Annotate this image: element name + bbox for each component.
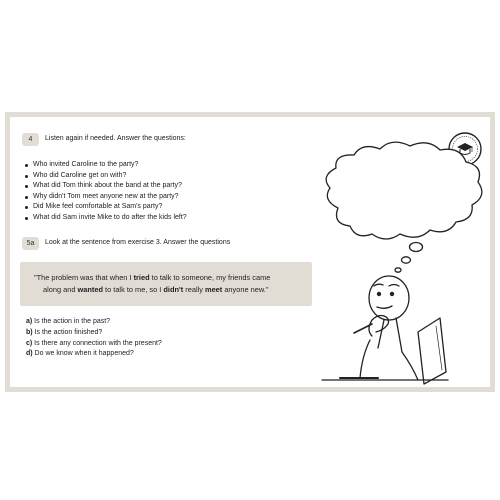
exercise-5a-number: 5a (22, 237, 39, 250)
thought-bubble-icon (326, 142, 482, 272)
question-item: Did Mike feel comfortable at Sam's party? (24, 202, 187, 213)
question-item: What did Tom think about the band at the party? (24, 181, 187, 192)
question-item: Who invited Caroline to the party? (24, 160, 187, 171)
question-item: Why didn't Tom meet anyone new at the party? (24, 192, 187, 203)
exercise-5a-instruction: Look at the sentence from exercise 3. Answer the questions (45, 239, 231, 246)
quote-text: "The problem was that when I tried to talk to someone, my friends came along and wanted to talk to me, so I didn't really meet anyone new." (34, 273, 271, 294)
question-item: What did Sam invite Mike to do after the kids left? (24, 213, 187, 224)
sub-question-item: a) Is the action in the past? (26, 318, 111, 325)
highlight-didnt: didn't (163, 284, 184, 294)
highlight-meet: meet (205, 284, 223, 294)
sub-question-item: b) Is the action finished? (26, 328, 103, 336)
exercise-4-instruction: Listen again if needed. Answer the questions: (45, 135, 186, 142)
highlight-tried: tried (133, 273, 150, 282)
thinking-man-illustration-icon (322, 276, 448, 384)
question-item: Who did Caroline get on with? (24, 171, 187, 182)
exercise-4-number: 4 (22, 133, 39, 146)
sub-question-item: c) Is there any connection with the present? (26, 339, 162, 347)
sub-question-item: d) Do we know when it happened? (26, 350, 134, 358)
highlight-wanted: wanted (77, 284, 103, 294)
